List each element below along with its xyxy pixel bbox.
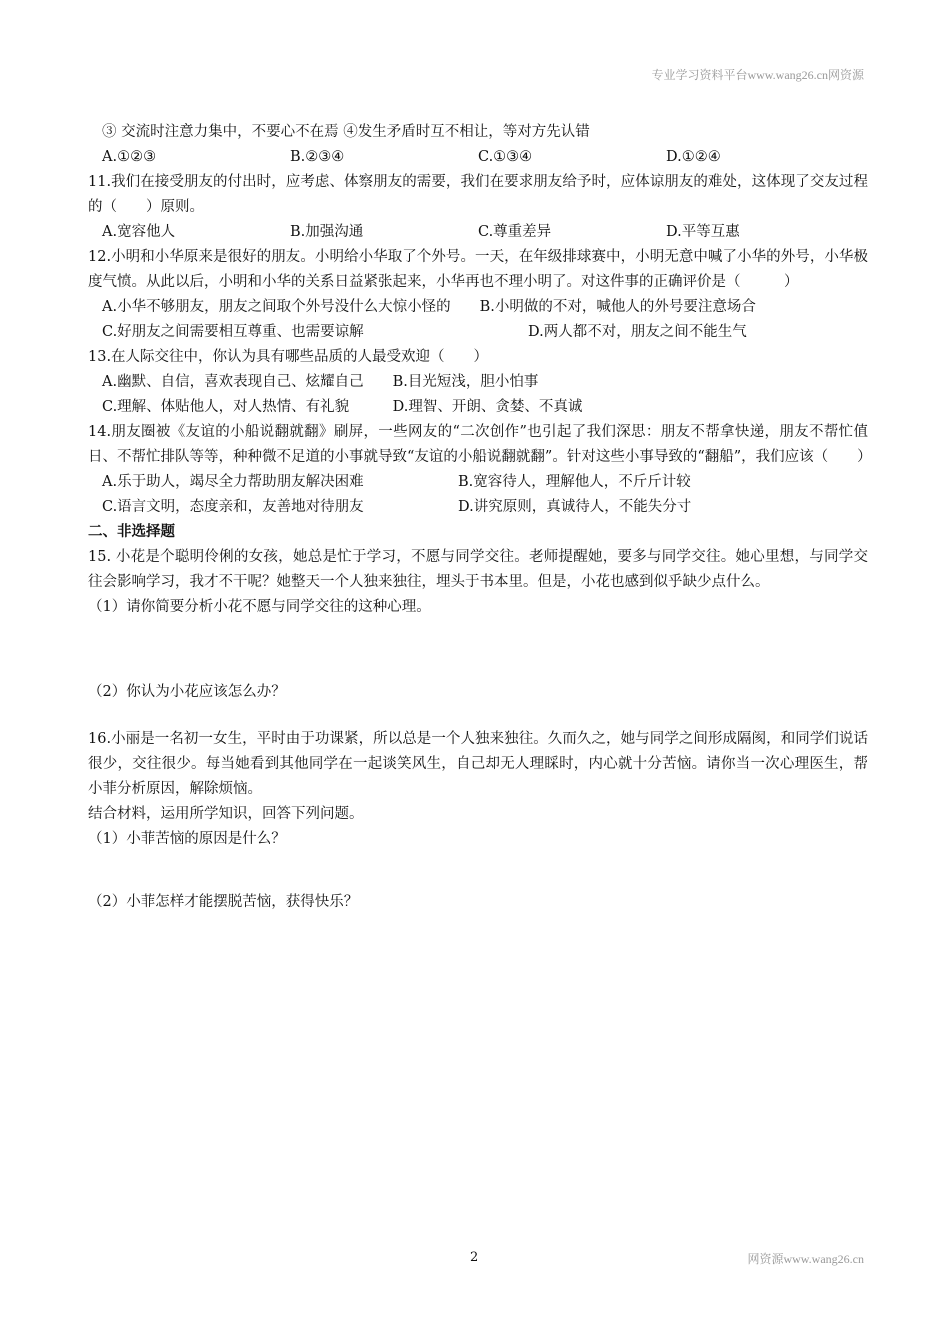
q15-answer-space-1	[88, 620, 868, 680]
q11-options	[88, 220, 868, 245]
q14-option-d: D.讲究原则，真诚待人，不能失分寸	[458, 499, 692, 515]
q16-sub2: （2）小菲怎样才能摆脱苦恼，获得快乐？	[88, 894, 359, 910]
q16-answer-space-1	[88, 852, 868, 890]
q11-option-d: D.平等互惠	[666, 224, 740, 240]
q10-option-d: D.①②④	[666, 149, 721, 165]
q10-options	[88, 145, 868, 170]
q15-sub2: （2）你认为小花应该怎么办？	[88, 684, 286, 700]
q14-option-b: B.宽容待人，理解他人，不斤斤计较	[458, 474, 691, 490]
q12-option-c: C.好朋友之间需要相互尊重、也需要谅解	[102, 324, 364, 340]
q15-stem: 15. 小花是个聪明伶俐的女孩，她总是忙于学习，不愿与同学交往。老师提醒她，要多与同学交往。她心里想，与同学交往会影响学习，我才不干呢？她整天一个人独来独往，埋头于书本里。但是，小花也感到似乎缺少点什么。	[88, 549, 868, 590]
q11-option-b: B.加强沟通	[290, 224, 364, 240]
q10-option-b: B.②③④	[290, 149, 345, 165]
q15-sub1: （1）请你简要分析小花不愿与同学交往的这种心理。	[88, 599, 431, 615]
q11-option-c: C.尊重差异	[478, 224, 552, 240]
section-title: 二、非选择题	[88, 524, 175, 540]
q13-stem: 13.在人际交往中，你认为具有哪些品质的人最受欢迎（ ）	[88, 349, 489, 365]
q14-option-a: A.乐于助人，竭尽全力帮助朋友解决困难	[102, 474, 364, 490]
q14-stem: 14.朋友圈被《友谊的小船说翻就翻》刷屏，一些网友的“二次创作”也引起了我们深思：朋友不帮拿快递，朋友不帮忙值日、不帮忙排队等等，种种微不足道的小事就导致“友谊的小船说翻就翻”。针对这些小事导致的“翻船”，我们应该（ ）	[88, 424, 872, 465]
q14-option-c: C.语言文明，态度亲和，友善地对待朋友	[102, 499, 364, 515]
q13-options-line2: C.理解、体贴他人，对人热情、有礼貌 D.理智、开朗、贪婪、不真诚	[102, 399, 583, 415]
q16-instruction: 结合材料，运用所学知识，回答下列问题。	[88, 806, 364, 822]
q14-options-cd	[88, 495, 868, 520]
q12-stem: 12.小明和小华原来是很好的朋友。小明给小华取了个外号。一天，在年级排球赛中，小明无意中喊了小华的外号，小华极度气愤。从此以后，小明和小华的关系日益紧张起来，小华再也不理小明了。对这件事的正确评价是（ ）	[88, 249, 868, 290]
page-number: 2	[470, 1250, 479, 1265]
q16-stem: 16.小丽是一名初一女生，平时由于功课紧，所以总是一个人独来独往。久而久之，她与同学之间形成隔阂，和同学们说话很少，交往很少。每当她看到其他同学在一起谈笑风生，自己却无人理睬时，内心就十分苦恼。请你当一次心理医生，帮小菲分析原因，解除烦恼。	[88, 731, 868, 797]
q11-option-a: A.宽容他人	[102, 224, 176, 240]
q12-option-ab: A.小华不够朋友，朋友之间取个外号没什么大惊小怪的 B.小明做的不对，喊他人的外号要注意场合	[102, 299, 756, 315]
q14-options-ab	[88, 470, 868, 495]
q15-answer-space-2	[88, 705, 868, 727]
document-body	[88, 120, 872, 915]
header-watermark: 专业学习资料平台www.wang26.cn网资源	[651, 68, 864, 82]
q10-tail: ③ 交流时注意力集中，不要心不在焉 ④发生矛盾时互不相让，等对方先认错	[102, 124, 590, 140]
q12-options-cd	[88, 320, 868, 345]
q10-option-a: A.①②③	[102, 149, 157, 165]
q11-stem: 11.我们在接受朋友的付出时，应考虑、体察朋友的需要，我们在要求朋友给予时，应体谅朋友的难处，这体现了交友过程的（ ）原则。	[88, 174, 868, 215]
q10-option-c: C.①③④	[478, 149, 533, 165]
q13-options-line1: A.幽默、自信，喜欢表现自己、炫耀自己 B.目光短浅，胆小怕事	[102, 374, 539, 390]
q16-sub1: （1）小菲苦恼的原因是什么？	[88, 831, 286, 847]
footer-watermark: 网资源www.wang26.cn	[747, 1252, 864, 1266]
q12-option-d: D.两人都不对，朋友之间不能生气	[528, 324, 747, 340]
